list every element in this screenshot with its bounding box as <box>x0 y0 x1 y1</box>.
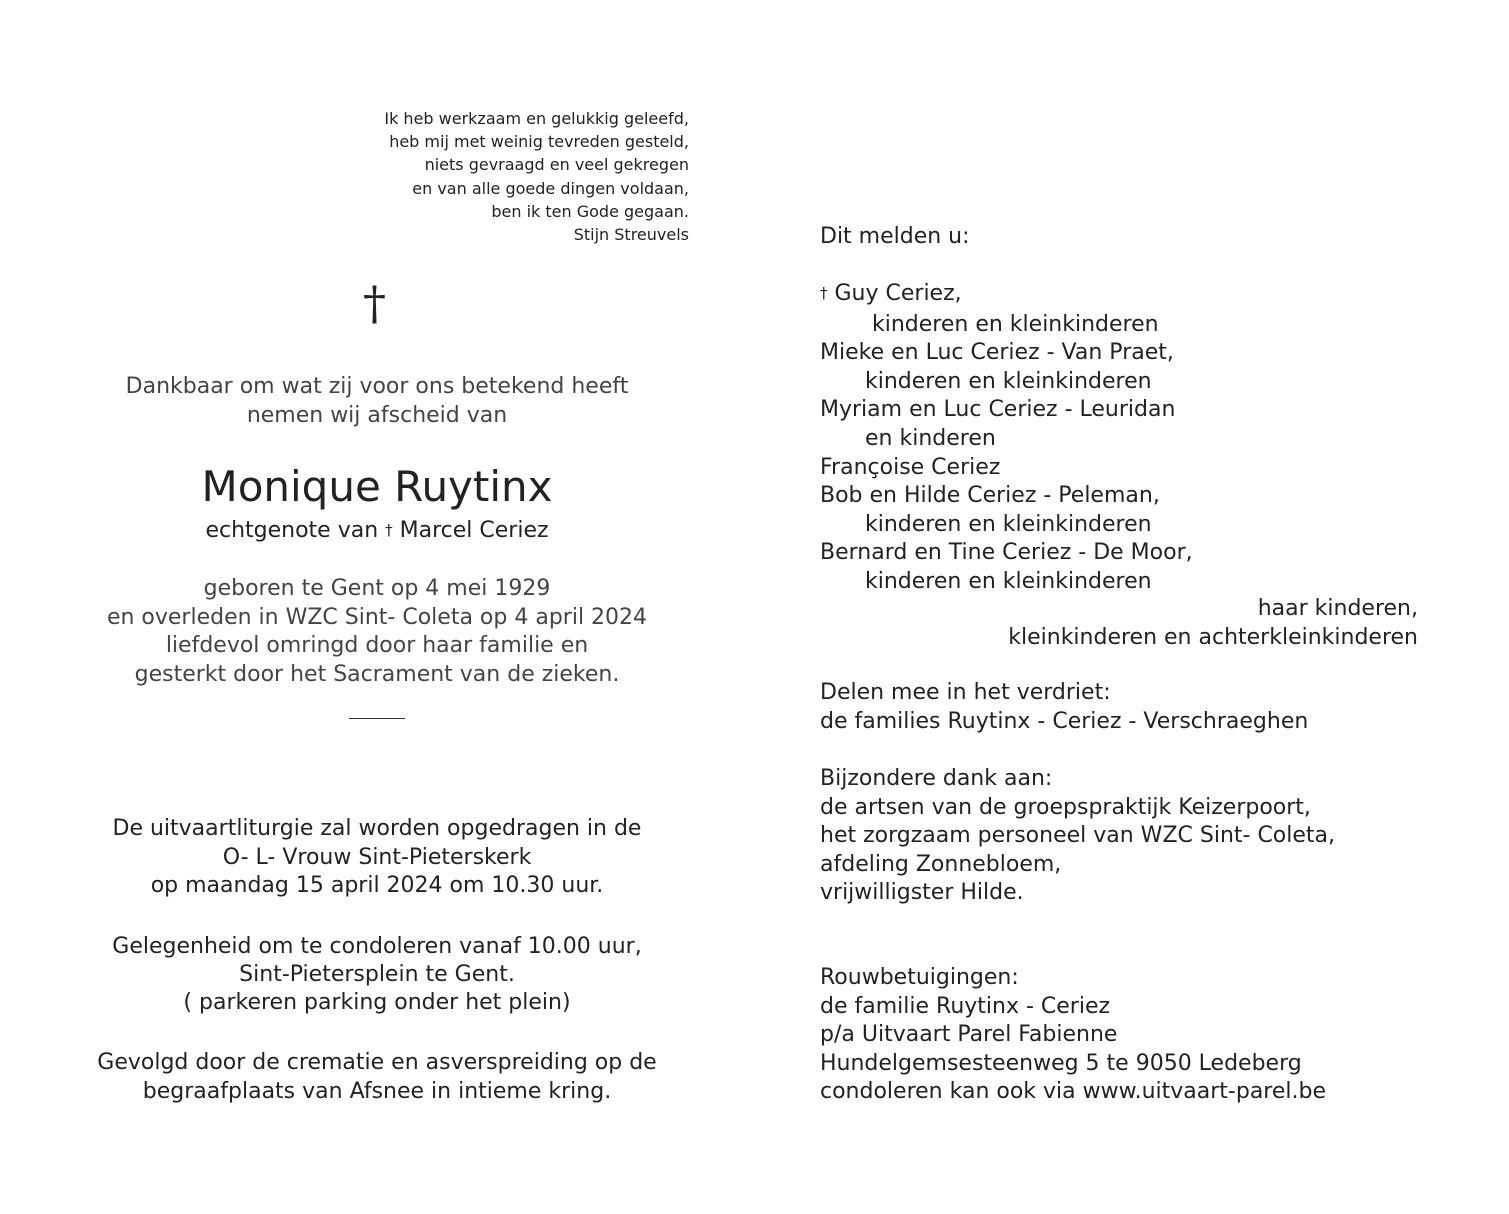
family-member-sub: kinderen en kleinkinderen <box>865 568 1152 594</box>
poem-line: ben ik ten Gode gegaan. <box>491 201 689 221</box>
condolence-line: Gelegenheid om te condoleren vanaf 10.00 uur, <box>112 934 642 959</box>
poem-line: niets gevraagd en veel gekregen <box>424 155 689 175</box>
small-cross-icon: † <box>820 284 828 302</box>
family-member-name: Mieke en Luc Ceriez - Van Praet, <box>820 340 1174 366</box>
cross-icon: † <box>363 276 386 330</box>
cremation-line: Gevolgd door de crematie en asverspreiding op de <box>97 1050 657 1075</box>
life-details <box>40 575 714 690</box>
spouse-name: Marcel Ceriez <box>399 518 549 543</box>
liturgy-line: O- L- Vrouw Sint-Pieterskerk <box>222 844 532 870</box>
condolences-line: Hundelgemsesteenweg 5 te 9050 Ledeberg <box>820 1050 1302 1076</box>
thanks-line: vrijwilligster Hilde. <box>820 880 1024 905</box>
life-line: liefdevol omringd door haar familie en <box>165 633 589 659</box>
condolence-line: Sint-Pietersplein te Gent. <box>239 962 515 987</box>
family-member-name: Bob en Hilde Ceriez - Peleman, <box>820 483 1160 509</box>
special-thanks <box>820 765 1440 908</box>
poem-author: Stijn Streuvels <box>573 225 689 245</box>
condolence-info <box>40 933 714 1017</box>
family-member-sub: en kinderen <box>865 425 996 451</box>
family-member-sub: kinderen en kleinkinderen <box>865 368 1152 394</box>
condolence-line: ( parkeren parking onder het plein) <box>183 990 571 1015</box>
thanks-line: de artsen van de groepspraktijk Keizerpoort, <box>820 794 1311 820</box>
family-member-name: Myriam en Luc Ceriez - Leuridan <box>820 397 1176 423</box>
intro-line: Dankbaar om wat zij voor ons betekend heeft <box>125 374 629 399</box>
thanks-line: afdeling Zonnebloem, <box>820 851 1062 877</box>
condolences-line: de familie Ruytinx - Ceriez <box>820 993 1111 1019</box>
spouse-prefix: echtgenote van <box>205 518 379 543</box>
condolences-line: p/a Uitvaart Parel Fabienne <box>820 1022 1118 1047</box>
thanks-heading: Bijzondere dank aan: <box>820 766 1053 791</box>
spouse-line <box>40 516 714 545</box>
poem-quote <box>300 107 689 246</box>
share-text: de families Ruytinx - Ceriez - Verschraeghen <box>820 708 1309 734</box>
intro-text <box>40 373 714 430</box>
poem-line: heb mij met weinig tevreden gesteld, <box>389 132 689 152</box>
poem-line: Ik heb werkzaam en gelukkig geleefd, <box>384 109 689 128</box>
share-heading: Delen mee in het verdriet: <box>820 680 1111 705</box>
liturgy-line: De uitvaartliturgie zal worden opgedragen in de <box>112 816 642 841</box>
family-member <box>820 279 1440 309</box>
liturgy-info <box>40 815 714 901</box>
family-member-sub: kinderen en kleinkinderen <box>872 311 1159 337</box>
liturgy-line: op maandag 15 april 2024 om 10.30 uur. <box>150 873 604 898</box>
family-member-name: Bernard en Tine Ceriez - De Moor, <box>820 540 1193 566</box>
divider <box>349 718 405 719</box>
family-list <box>820 279 1440 597</box>
life-line: gesterkt door het Sacrament van de zieken. <box>134 662 620 688</box>
family-member-sub: kinderen en kleinkinderen <box>865 511 1152 537</box>
share-grief <box>820 679 1440 736</box>
poem-line: en van alle goede dingen voldaan, <box>412 178 689 198</box>
cremation-line: begraafplaats van Afsnee in intieme kring. <box>142 1078 612 1104</box>
family-member-name: Guy Ceriez, <box>834 281 962 306</box>
thanks-line: het zorgzaam personeel van WZC Sint- Coleta, <box>820 823 1336 848</box>
cremation-info <box>40 1049 714 1106</box>
intro-line: nemen wij afscheid van <box>246 402 508 428</box>
closing-line: kleinkinderen en achterkleinkinderen <box>1008 625 1418 650</box>
small-cross-icon: † <box>385 521 393 539</box>
condolences-website: condoleren kan ook via www.uitvaart-parel.be <box>820 1079 1327 1104</box>
deceased-name: Monique Ruytinx <box>201 462 553 511</box>
condolences-address <box>820 964 1440 1107</box>
life-line: en overleden in WZC Sint- Coleta op 4 april 2024 <box>106 604 648 630</box>
family-member-name: Françoise Ceriez <box>820 454 1001 480</box>
condolences-heading: Rouwbetuigingen: <box>820 965 1019 990</box>
announcement-heading: Dit melden u: <box>820 224 970 249</box>
closing-line: haar kinderen, <box>1257 596 1418 621</box>
announcement-closing <box>900 594 1418 652</box>
life-line: geboren te Gent op 4 mei 1929 <box>203 576 551 601</box>
